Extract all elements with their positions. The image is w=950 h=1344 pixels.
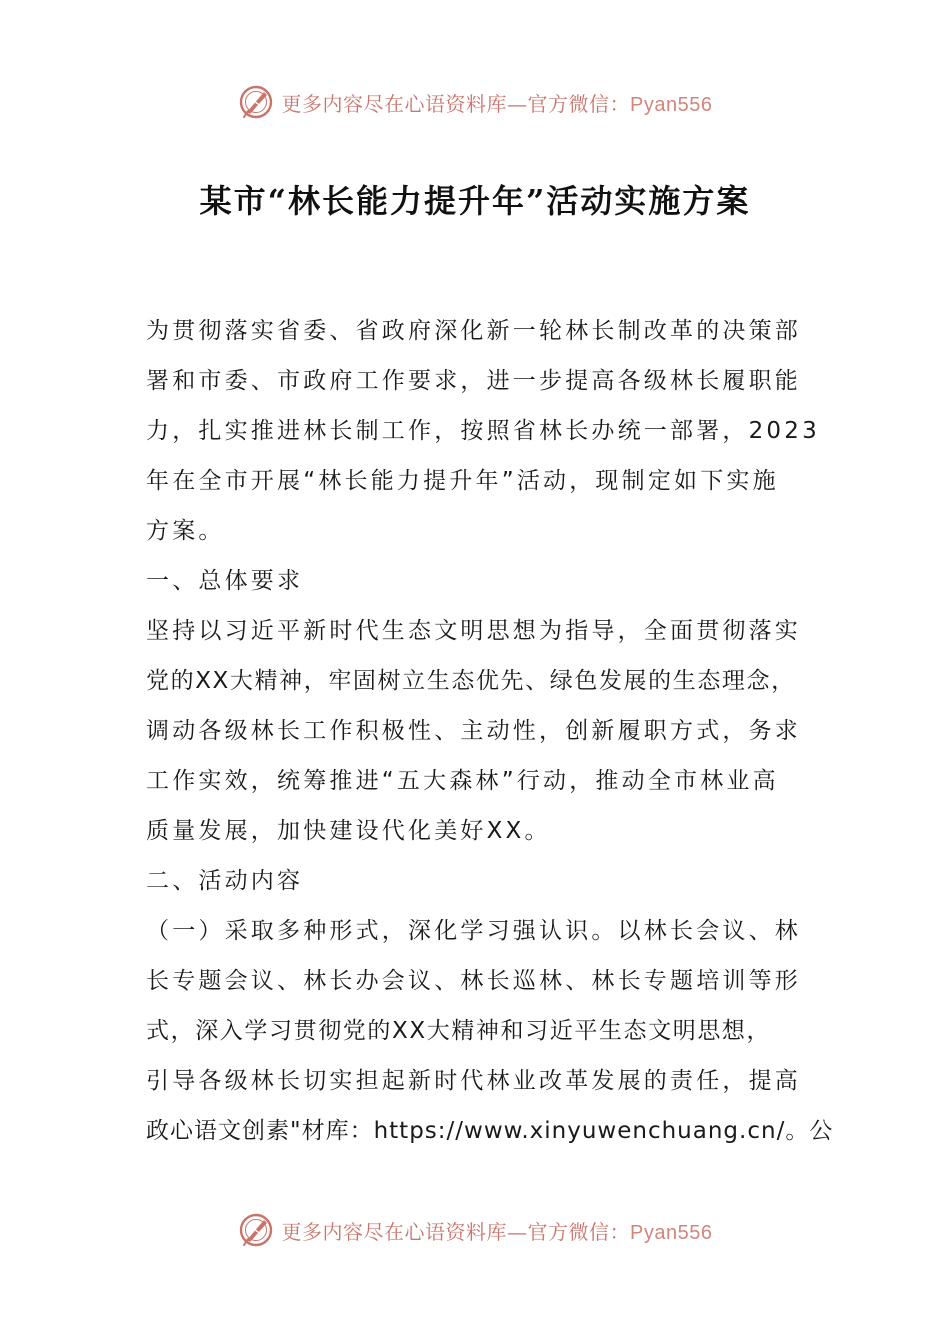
body-line: 质量发展，加快建设代化美好XX。 bbox=[146, 818, 551, 844]
banner-wechat-id: Pyan556 bbox=[630, 93, 713, 116]
banner-text bbox=[282, 88, 713, 117]
body-line: 式，深入学习贯彻党的XX大精神和习近平生态文明思想， bbox=[146, 1018, 772, 1044]
banner-wechat-id: Pyan556 bbox=[630, 1221, 713, 1244]
section-heading: 一、总体要求 bbox=[146, 568, 304, 594]
body-line: 力，扎实推进林长制工作，按照省林长办统一部署，2023 bbox=[146, 418, 820, 444]
banner-separator: — bbox=[507, 91, 528, 116]
footer-banner bbox=[0, 1208, 950, 1252]
body-line: （一）采取多种形式，深化学习强认识。以林长会议、林 bbox=[146, 918, 801, 944]
body-line: 坚持以习近平新时代生态文明思想为指导，全面贯彻落实 bbox=[146, 618, 801, 644]
body-line: 调动各级林长工作积极性、主动性，创新履职方式，务求 bbox=[146, 718, 801, 744]
banner-wechat-label: 官方微信： bbox=[527, 91, 631, 116]
section-heading: 二、活动内容 bbox=[146, 868, 304, 894]
document-title: 某市“林长能力提升年”活动实施方案 bbox=[199, 182, 751, 220]
banner-slogan: 更多内容尽在心语资料库 bbox=[281, 91, 508, 116]
banner-text bbox=[282, 1216, 713, 1245]
banner-separator: — bbox=[507, 1219, 528, 1244]
banner-wechat-label: 官方微信： bbox=[527, 1219, 631, 1244]
body-line: 引导各级林长切实担起新时代林业改革发展的责任，提高 bbox=[146, 1068, 801, 1094]
body-line: 为贯彻落实省委、省政府深化新一轮林长制改革的决策部 bbox=[146, 318, 801, 344]
body-line: 工作实效，统筹推进“五大森林”行动，推动全市林业高 bbox=[146, 768, 779, 794]
quill-seal-icon bbox=[238, 1212, 274, 1248]
body-line: 长专题会议、林长办会议、林长巡林、林长专题培训等形 bbox=[146, 968, 801, 994]
header-banner bbox=[0, 80, 950, 124]
body-line: 署和市委、市政府工作要求，进一步提高各级林长履职能 bbox=[146, 368, 801, 394]
quill-seal-icon bbox=[238, 84, 274, 120]
banner-slogan: 更多内容尽在心语资料库 bbox=[281, 1219, 508, 1244]
body-line: 年在全市开展“林长能力提升年”活动，现制定如下实施 bbox=[146, 468, 779, 494]
body-line: 党的XX大精神，牢固树立生态优先、绿色发展的生态理念， bbox=[146, 668, 796, 694]
body-line: 方案。 bbox=[146, 518, 225, 544]
document-body bbox=[146, 306, 834, 1156]
body-line-with-url: 政心语文创素"材库：https://www.xinyuwenchuang.cn/。公 bbox=[146, 1118, 834, 1144]
